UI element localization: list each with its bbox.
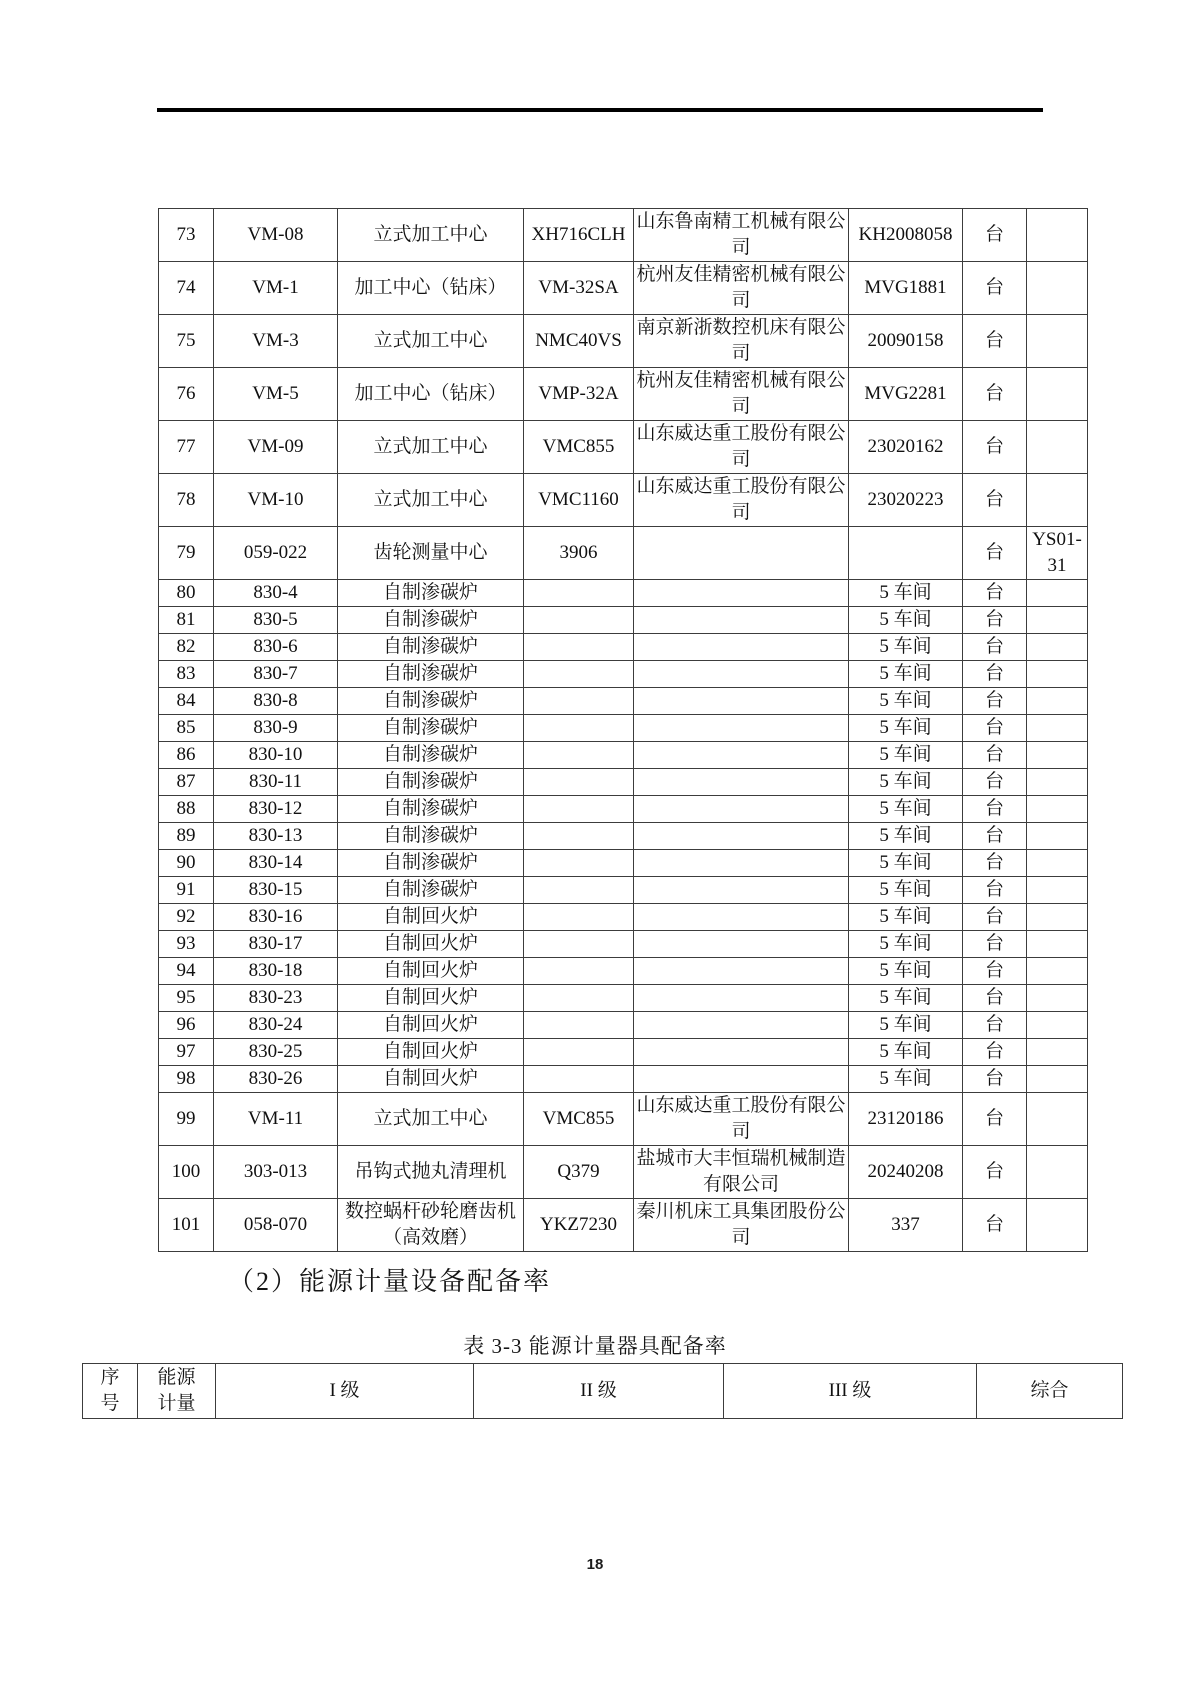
cell-serial-number: 5 车间	[849, 958, 963, 985]
cell-device-name: 自制回火炉	[338, 1066, 524, 1093]
cell-model: NMC40VS	[524, 315, 634, 368]
table-row	[159, 527, 1088, 580]
cell-remark	[1027, 421, 1088, 474]
table-row	[159, 850, 1088, 877]
cell-serial-number: 5 车间	[849, 1066, 963, 1093]
cell-device-code: 058-070	[214, 1199, 338, 1252]
cell-row-number: 97	[159, 1039, 214, 1066]
cell-remark	[1027, 634, 1088, 661]
cell-device-code: VM-10	[214, 474, 338, 527]
cell-remark	[1027, 607, 1088, 634]
cell-device-code: 830-12	[214, 796, 338, 823]
cell-model: VMP-32A	[524, 368, 634, 421]
cell-model	[524, 850, 634, 877]
cell-row-number: 87	[159, 769, 214, 796]
cell-serial-number: 23020162	[849, 421, 963, 474]
cell-manufacturer	[634, 823, 849, 850]
cell-row-number: 79	[159, 527, 214, 580]
cell-device-code: 830-24	[214, 1012, 338, 1039]
table-row	[159, 1199, 1088, 1252]
cell-unit: 台	[963, 931, 1027, 958]
table-caption: 表 3-3 能源计量器具配备率	[463, 1334, 727, 1358]
cell-device-name: 加工中心（钻床）	[338, 368, 524, 421]
cell-device-code: VM-11	[214, 1093, 338, 1146]
table-row	[159, 715, 1088, 742]
cell-device-code: 830-13	[214, 823, 338, 850]
cell-serial-number: MVG2281	[849, 368, 963, 421]
cell-model	[524, 1012, 634, 1039]
cell-row-number: 91	[159, 877, 214, 904]
table-row	[159, 688, 1088, 715]
table-row	[159, 823, 1088, 850]
cell-device-name: 立式加工中心	[338, 1093, 524, 1146]
header-seq-line1: 序	[100, 1367, 120, 1388]
cell-manufacturer: 盐城市大丰恒瑞机械制造有限公司	[634, 1146, 849, 1199]
cell-serial-number: 5 车间	[849, 769, 963, 796]
cell-unit: 台	[963, 877, 1027, 904]
cell-remark	[1027, 1093, 1088, 1146]
cell-manufacturer	[634, 527, 849, 580]
cell-model	[524, 823, 634, 850]
cell-model	[524, 580, 634, 607]
cell-unit: 台	[963, 742, 1027, 769]
cell-unit: 台	[963, 1039, 1027, 1066]
cell-device-code: 830-7	[214, 661, 338, 688]
header-energy-line1: 能源	[157, 1367, 196, 1388]
cell-device-code: 830-4	[214, 580, 338, 607]
cell-device-code: 830-11	[214, 769, 338, 796]
cell-remark	[1027, 904, 1088, 931]
cell-unit: 台	[963, 1012, 1027, 1039]
cell-unit: 台	[963, 1146, 1027, 1199]
cell-device-name: 自制渗碳炉	[338, 877, 524, 904]
cell-model: VMC855	[524, 1093, 634, 1146]
cell-unit: 台	[963, 607, 1027, 634]
cell-serial-number: 337	[849, 1199, 963, 1252]
cell-remark	[1027, 796, 1088, 823]
cell-device-code: 830-6	[214, 634, 338, 661]
cell-manufacturer: 南京新浙数控机床有限公司	[634, 315, 849, 368]
table-row	[159, 796, 1088, 823]
cell-remark	[1027, 931, 1088, 958]
metering-table	[82, 1363, 1123, 1419]
page-number: 18	[586, 1556, 604, 1573]
cell-device-code: 830-23	[214, 985, 338, 1012]
cell-remark	[1027, 580, 1088, 607]
cell-device-name: 自制回火炉	[338, 958, 524, 985]
cell-device-name: 自制渗碳炉	[338, 607, 524, 634]
cell-manufacturer	[634, 877, 849, 904]
cell-device-name: 自制回火炉	[338, 1039, 524, 1066]
metering-table-container	[82, 1363, 1123, 1419]
cell-row-number: 95	[159, 985, 214, 1012]
cell-remark	[1027, 877, 1088, 904]
cell-device-code: 830-16	[214, 904, 338, 931]
cell-manufacturer: 山东鲁南精工机械有限公司	[634, 209, 849, 262]
cell-serial-number: 5 车间	[849, 634, 963, 661]
metering-header-row	[83, 1364, 1123, 1419]
header-seq-line2: 号	[100, 1393, 120, 1414]
table-row	[159, 1066, 1088, 1093]
cell-device-name: 自制回火炉	[338, 904, 524, 931]
cell-serial-number: 5 车间	[849, 796, 963, 823]
cell-row-number: 99	[159, 1093, 214, 1146]
cell-row-number: 88	[159, 796, 214, 823]
cell-row-number: 80	[159, 580, 214, 607]
cell-manufacturer	[634, 985, 849, 1012]
cell-device-name: 自制渗碳炉	[338, 823, 524, 850]
header-rule	[157, 108, 1043, 112]
cell-serial-number: 5 车间	[849, 742, 963, 769]
cell-unit: 台	[963, 1093, 1027, 1146]
cell-unit: 台	[963, 580, 1027, 607]
cell-device-code: VM-3	[214, 315, 338, 368]
cell-device-name: 自制回火炉	[338, 985, 524, 1012]
cell-device-code: 830-10	[214, 742, 338, 769]
cell-manufacturer: 秦川机床工具集团股份公司	[634, 1199, 849, 1252]
cell-serial-number: 23120186	[849, 1093, 963, 1146]
cell-device-code: 830-26	[214, 1066, 338, 1093]
header-overall: 综合	[977, 1364, 1123, 1419]
cell-device-name: 立式加工中心	[338, 474, 524, 527]
cell-row-number: 94	[159, 958, 214, 985]
cell-row-number: 83	[159, 661, 214, 688]
cell-model	[524, 1066, 634, 1093]
cell-manufacturer	[634, 607, 849, 634]
table-row	[159, 580, 1088, 607]
cell-unit: 台	[963, 368, 1027, 421]
cell-device-code: 830-25	[214, 1039, 338, 1066]
cell-unit: 台	[963, 796, 1027, 823]
cell-model: YKZ7230	[524, 1199, 634, 1252]
cell-serial-number	[849, 527, 963, 580]
cell-remark	[1027, 474, 1088, 527]
cell-row-number: 96	[159, 1012, 214, 1039]
cell-remark	[1027, 850, 1088, 877]
cell-serial-number: 5 车间	[849, 931, 963, 958]
cell-remark	[1027, 688, 1088, 715]
cell-row-number: 100	[159, 1146, 214, 1199]
cell-manufacturer	[634, 715, 849, 742]
cell-serial-number: 5 车间	[849, 985, 963, 1012]
cell-model	[524, 904, 634, 931]
table-row	[159, 209, 1088, 262]
cell-device-code: 830-17	[214, 931, 338, 958]
cell-device-name: 自制渗碳炉	[338, 661, 524, 688]
cell-manufacturer: 山东威达重工股份有限公司	[634, 1093, 849, 1146]
cell-device-code: 059-022	[214, 527, 338, 580]
cell-remark	[1027, 262, 1088, 315]
cell-unit: 台	[963, 958, 1027, 985]
cell-manufacturer: 山东威达重工股份有限公司	[634, 421, 849, 474]
cell-manufacturer	[634, 931, 849, 958]
cell-unit: 台	[963, 527, 1027, 580]
cell-remark	[1027, 769, 1088, 796]
cell-device-code: 830-9	[214, 715, 338, 742]
cell-device-name: 立式加工中心	[338, 421, 524, 474]
cell-device-name: 加工中心（钻床）	[338, 262, 524, 315]
cell-row-number: 78	[159, 474, 214, 527]
cell-manufacturer: 山东威达重工股份有限公司	[634, 474, 849, 527]
cell-model	[524, 931, 634, 958]
cell-manufacturer	[634, 850, 849, 877]
cell-device-code: VM-08	[214, 209, 338, 262]
cell-device-name: 立式加工中心	[338, 209, 524, 262]
cell-row-number: 90	[159, 850, 214, 877]
cell-manufacturer: 杭州友佳精密机械有限公司	[634, 262, 849, 315]
cell-model	[524, 634, 634, 661]
cell-model	[524, 877, 634, 904]
cell-row-number: 86	[159, 742, 214, 769]
cell-unit: 台	[963, 688, 1027, 715]
cell-serial-number: 5 车间	[849, 661, 963, 688]
cell-manufacturer	[634, 688, 849, 715]
table-row	[159, 1039, 1088, 1066]
cell-model: 3906	[524, 527, 634, 580]
cell-model: VMC855	[524, 421, 634, 474]
cell-unit: 台	[963, 661, 1027, 688]
cell-serial-number: 5 车间	[849, 1039, 963, 1066]
cell-device-name: 自制回火炉	[338, 931, 524, 958]
cell-serial-number: 5 车间	[849, 580, 963, 607]
section-heading: （2）能源计量设备配备率	[228, 1267, 552, 1296]
cell-row-number: 81	[159, 607, 214, 634]
cell-manufacturer	[634, 661, 849, 688]
cell-row-number: 101	[159, 1199, 214, 1252]
cell-manufacturer	[634, 1066, 849, 1093]
cell-row-number: 82	[159, 634, 214, 661]
table-row	[159, 262, 1088, 315]
cell-unit: 台	[963, 904, 1027, 931]
cell-serial-number: 5 车间	[849, 715, 963, 742]
cell-model	[524, 769, 634, 796]
cell-device-name: 自制渗碳炉	[338, 634, 524, 661]
cell-device-name: 自制回火炉	[338, 1012, 524, 1039]
cell-serial-number: 5 车间	[849, 823, 963, 850]
cell-manufacturer	[634, 742, 849, 769]
cell-model: Q379	[524, 1146, 634, 1199]
cell-unit: 台	[963, 421, 1027, 474]
cell-device-name: 自制渗碳炉	[338, 742, 524, 769]
cell-device-name: 自制渗碳炉	[338, 796, 524, 823]
cell-unit: 台	[963, 1066, 1027, 1093]
cell-remark	[1027, 823, 1088, 850]
cell-row-number: 89	[159, 823, 214, 850]
table-row	[159, 421, 1088, 474]
header-level-1: I 级	[216, 1364, 474, 1419]
cell-row-number: 84	[159, 688, 214, 715]
cell-manufacturer	[634, 1012, 849, 1039]
cell-model	[524, 661, 634, 688]
cell-serial-number: 5 车间	[849, 607, 963, 634]
cell-row-number: 73	[159, 209, 214, 262]
table-row	[159, 368, 1088, 421]
cell-row-number: 92	[159, 904, 214, 931]
cell-unit: 台	[963, 823, 1027, 850]
cell-unit: 台	[963, 209, 1027, 262]
cell-manufacturer	[634, 769, 849, 796]
cell-model: XH716CLH	[524, 209, 634, 262]
cell-model	[524, 796, 634, 823]
cell-serial-number: MVG1881	[849, 262, 963, 315]
cell-row-number: 77	[159, 421, 214, 474]
cell-manufacturer	[634, 634, 849, 661]
cell-unit: 台	[963, 769, 1027, 796]
equipment-table-container	[158, 208, 1088, 1252]
cell-remark	[1027, 661, 1088, 688]
table-row	[159, 985, 1088, 1012]
cell-serial-number: 5 车间	[849, 688, 963, 715]
table-row	[159, 315, 1088, 368]
cell-device-code: 830-18	[214, 958, 338, 985]
header-energy-line2: 计量	[157, 1393, 196, 1414]
cell-remark	[1027, 1039, 1088, 1066]
cell-row-number: 76	[159, 368, 214, 421]
cell-remark: YS01-31	[1027, 527, 1088, 580]
cell-unit: 台	[963, 634, 1027, 661]
cell-model	[524, 985, 634, 1012]
cell-serial-number: 5 车间	[849, 1012, 963, 1039]
cell-device-code: 830-14	[214, 850, 338, 877]
cell-unit: 台	[963, 985, 1027, 1012]
table-row	[159, 634, 1088, 661]
cell-model	[524, 742, 634, 769]
cell-row-number: 98	[159, 1066, 214, 1093]
cell-remark	[1027, 1199, 1088, 1252]
cell-remark	[1027, 368, 1088, 421]
cell-device-code: 830-15	[214, 877, 338, 904]
table-row	[159, 931, 1088, 958]
cell-remark	[1027, 985, 1088, 1012]
cell-device-code: VM-1	[214, 262, 338, 315]
cell-model	[524, 688, 634, 715]
cell-manufacturer	[634, 796, 849, 823]
cell-device-name: 吊钩式抛丸清理机	[338, 1146, 524, 1199]
cell-manufacturer: 杭州友佳精密机械有限公司	[634, 368, 849, 421]
cell-serial-number: 20240208	[849, 1146, 963, 1199]
table-row	[159, 742, 1088, 769]
cell-serial-number: KH2008058	[849, 209, 963, 262]
cell-remark	[1027, 715, 1088, 742]
cell-manufacturer	[634, 1039, 849, 1066]
cell-remark	[1027, 742, 1088, 769]
cell-model	[524, 715, 634, 742]
cell-serial-number: 5 车间	[849, 850, 963, 877]
cell-unit: 台	[963, 262, 1027, 315]
cell-device-name: 自制渗碳炉	[338, 688, 524, 715]
cell-device-code: 830-5	[214, 607, 338, 634]
cell-serial-number: 5 车间	[849, 904, 963, 931]
header-level-3: III 级	[724, 1364, 977, 1419]
cell-remark	[1027, 209, 1088, 262]
table-row	[159, 958, 1088, 985]
equipment-table-body	[159, 209, 1088, 1252]
cell-serial-number: 5 车间	[849, 877, 963, 904]
cell-remark	[1027, 1066, 1088, 1093]
cell-device-name: 数控蜗杆砂轮磨齿机（高效磨）	[338, 1199, 524, 1252]
cell-manufacturer	[634, 904, 849, 931]
cell-model: VMC1160	[524, 474, 634, 527]
cell-row-number: 74	[159, 262, 214, 315]
cell-device-code: VM-09	[214, 421, 338, 474]
table-row	[159, 1012, 1088, 1039]
cell-row-number: 85	[159, 715, 214, 742]
cell-row-number: 93	[159, 931, 214, 958]
cell-remark	[1027, 315, 1088, 368]
header-seq-no	[83, 1364, 138, 1419]
cell-remark	[1027, 958, 1088, 985]
table-row	[159, 904, 1088, 931]
cell-model	[524, 958, 634, 985]
cell-model	[524, 607, 634, 634]
cell-device-name: 立式加工中心	[338, 315, 524, 368]
cell-device-code: 830-8	[214, 688, 338, 715]
table-row	[159, 877, 1088, 904]
cell-manufacturer	[634, 580, 849, 607]
cell-device-name: 自制渗碳炉	[338, 580, 524, 607]
cell-unit: 台	[963, 315, 1027, 368]
cell-manufacturer	[634, 958, 849, 985]
table-row	[159, 474, 1088, 527]
table-row	[159, 1093, 1088, 1146]
cell-serial-number: 23020223	[849, 474, 963, 527]
cell-device-name: 自制渗碳炉	[338, 850, 524, 877]
cell-unit: 台	[963, 850, 1027, 877]
cell-remark	[1027, 1146, 1088, 1199]
cell-serial-number: 20090158	[849, 315, 963, 368]
table-row	[159, 769, 1088, 796]
cell-device-name: 自制渗碳炉	[338, 715, 524, 742]
cell-remark	[1027, 1012, 1088, 1039]
cell-unit: 台	[963, 1199, 1027, 1252]
table-row	[159, 1146, 1088, 1199]
table-row	[159, 661, 1088, 688]
cell-row-number: 75	[159, 315, 214, 368]
cell-model	[524, 1039, 634, 1066]
cell-unit: 台	[963, 715, 1027, 742]
cell-device-code: VM-5	[214, 368, 338, 421]
header-level-2: II 级	[474, 1364, 724, 1419]
cell-model: VM-32SA	[524, 262, 634, 315]
equipment-table	[158, 208, 1088, 1252]
cell-device-name: 自制渗碳炉	[338, 769, 524, 796]
cell-device-code: 303-013	[214, 1146, 338, 1199]
table-row	[159, 607, 1088, 634]
cell-device-name: 齿轮测量中心	[338, 527, 524, 580]
header-energy-metering	[138, 1364, 216, 1419]
cell-unit: 台	[963, 474, 1027, 527]
